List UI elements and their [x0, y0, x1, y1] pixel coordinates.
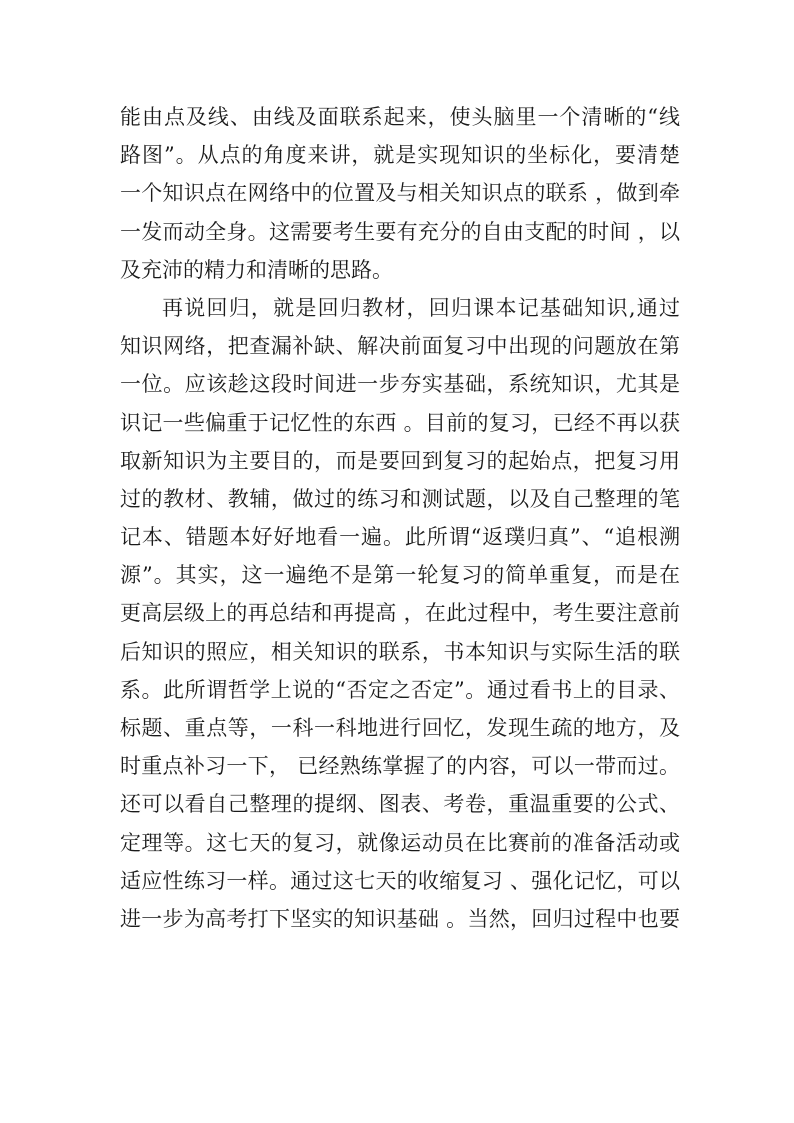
- text-line: 路图”。从点的角度来讲，就是实现知识的坐标化，要清楚: [120, 143, 680, 168]
- text-line: 一发而动全身。这需要考生要有充分的自由支配的时间 ，以: [120, 219, 680, 244]
- text-line: 一个知识点在网络中的位置及与相关知识点的联系 ，做到牵: [120, 181, 680, 206]
- text-line: 后知识的照应，相关知识的联系，书本知识与实际生活的联: [120, 639, 680, 664]
- document-body: [120, 98, 680, 938]
- text-line: 系。此所谓哲学上说的“否定之否定”。通过看书上的目录、: [120, 677, 680, 702]
- text-line: 还可以看自己整理的提纲、图表、考卷，重温重要的公式、: [120, 792, 680, 817]
- text-line: 定理等。这七天的复习，就像运动员在比赛前的准备活动或: [120, 830, 680, 855]
- text-line: 源”。其实，这一遍绝不是第一轮复习的简单重复，而是在: [120, 563, 680, 588]
- text-line: 更高层级上的再总结和再提高 ，在此过程中，考生要注意前: [120, 601, 680, 626]
- text-line: 一位。应该趁这段时间进一步夯实基础，系统知识，尤其是: [120, 372, 680, 397]
- text-line: 标题、重点等，一科一科地进行回忆，发现生疏的地方，及: [120, 716, 680, 740]
- text-line: 取新知识为主要目的，而是要回到复习的起始点，把复习用: [120, 448, 680, 473]
- text-line: 能由点及线、由线及面联系起来，使头脑里一个清晰的“线: [120, 105, 680, 129]
- text-line: 过的教材、教辅，做过的练习和测试题，以及自己整理的笔: [120, 486, 680, 511]
- text-line: 进一步为高考打下坚实的知识基础 。当然，回归过程中也要: [120, 906, 680, 931]
- text-line: 及充沛的精力和清晰的思路。: [120, 257, 393, 282]
- text-line: 适应性练习一样。通过这七天的收缩复习 、强化记忆，可以: [120, 868, 680, 893]
- text-line: 知识网络，把查漏补缺、解决前面复习中出现的问题放在第: [120, 334, 680, 359]
- text-line: 记本、错题本好好地看一遍。此所谓“返璞归真”、“追根溯: [120, 525, 680, 550]
- paragraph-first-line: 再说回归，就是回归教材，回归课本记基础知识,通过: [162, 295, 680, 320]
- text-line: 识记一些偏重于记忆性的东西 。目前的复习，已经不再以获: [120, 410, 680, 435]
- text-line: 时重点补习一下， 已经熟练掌握了的内容，可以一带而过。: [120, 754, 680, 779]
